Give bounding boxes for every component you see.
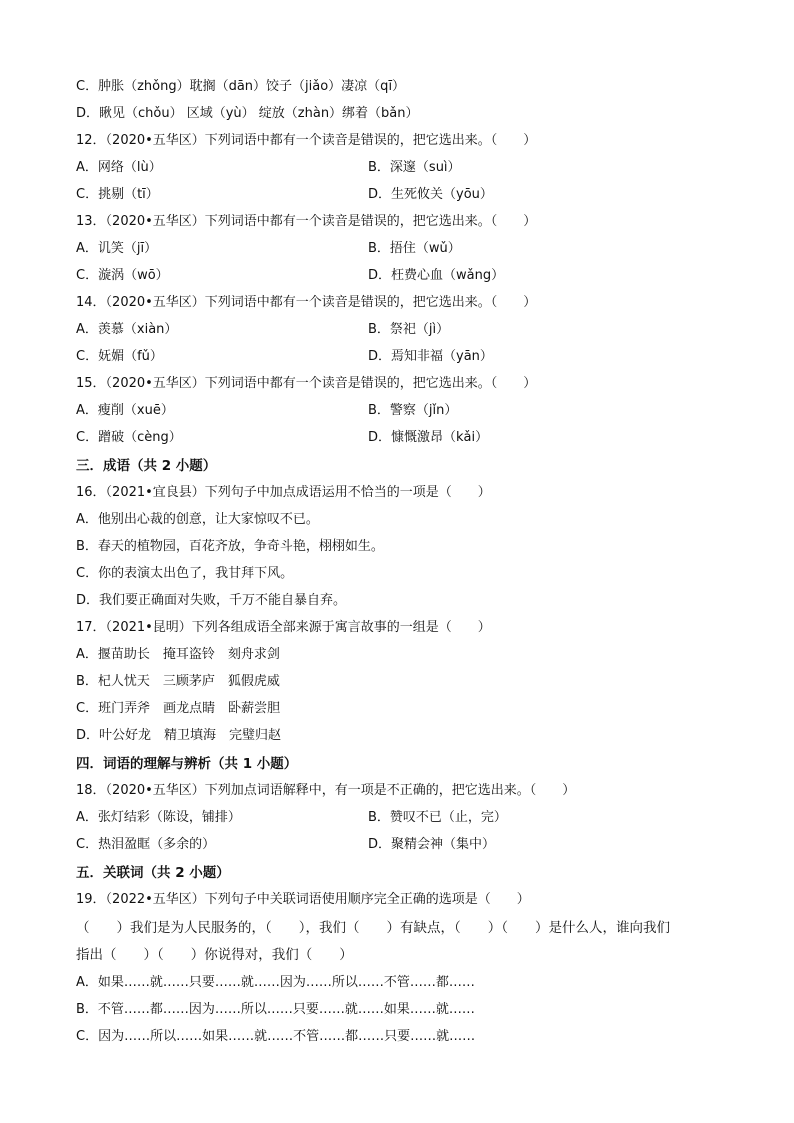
q12-option-d: D．生死攸关（yōu） [368,187,493,202]
q16-option-a: A．他别出心裁的创意，让大家惊叹不已。 [76,512,319,527]
q14-option-b: B．祭祀（jì） [368,322,450,337]
q16-option-b: B．春天的植物园，百花齐放，争奇斗艳，栩栩如生。 [76,539,384,554]
q19-option-b: B．不管……都……因为……所以……只要……就……如果……就…… [76,1002,475,1017]
q15-option-b: B．警察（jǐn） [368,403,458,418]
q19-sentence-line-1: （ ）我们是为人民服务的，（ ），我们（ ）有缺点，（ ）（ ）是什么人，谁向我们 [76,920,670,936]
q13-option-b: B．捂住（wǔ） [368,241,461,256]
q15-option-c: C．蹭破（cèng） [76,430,182,445]
q16-option-c: C．你的表演太出色了，我甘拜下风。 [76,566,294,581]
q16-stem: 16．（2021•宜良县）下列句子中加点成语运用不恰当的一项是（ ） [76,485,491,500]
q19-sentence-line-2: 指出（ ）（ ）你说得对，我们（ ） [76,947,353,963]
q19-option-c: C．因为……所以……如果……就……不管……都……只要……就…… [76,1029,476,1044]
q17-stem: 17．（2021•昆明）下列各组成语全部来源于寓言故事的一组是（ ） [76,620,491,635]
q18-option-a: A．张灯结彩（陈设，铺排） [76,810,241,825]
section-heading-word-meaning: 四．词语的理解与辨析（共 1 小题） [76,756,298,772]
q17-option-c: C．班门弄斧 画龙点睛 卧薪尝胆 [76,701,281,716]
q14-option-a: A．羡慕（xiàn） [76,322,178,337]
q13-option-c: C．漩涡（wō） [76,268,169,283]
q18-option-b: B．赞叹不已（止，完） [368,810,507,825]
q18-option-d: D．聚精会神（集中） [368,837,496,852]
section-heading-idioms: 三．成语（共 2 小题） [76,458,217,474]
q15-option-a: A．瘦削（xuē） [76,403,174,418]
q12-option-b: B．深邃（suì） [368,160,461,175]
q16-option-d: D．我们要正确面对失败，千万不能自暴自弃。 [76,593,347,608]
q13-option-a: A．讥笑（jī） [76,241,158,256]
q19-option-a: A．如果……就……只要……就……因为……所以……不管……都…… [76,975,475,990]
q17-option-d: D．叶公好龙 精卫填海 完璧归赵 [76,728,282,743]
q18-option-c: C．热泪盈眶（多余的） [76,837,216,852]
q14-option-d: D．焉知非福（yān） [368,349,493,364]
q17-option-b: B．杞人忧天 三顾茅庐 狐假虎威 [76,674,280,689]
section-heading-conjunctions: 五．关联词（共 2 小题） [76,865,230,881]
q13-option-d: D．枉费心血（wǎng） [368,268,505,283]
q14-stem: 14．（2020•五华区）下列词语中都有一个读音是错误的，把它选出来。（ ） [76,295,537,310]
q18-stem: 18．（2020•五华区）下列加点词语解释中，有一项是不正确的，把它选出来。（ ） [76,783,576,798]
q11-option-c: C．肿胀（zhǒng）耽搁（dān）饺子（jiǎo）凄凉（qī） [76,79,406,94]
q12-option-c: C．挑剔（tī） [76,187,159,202]
q14-option-c: C．妩媚（fǔ） [76,349,163,364]
q15-option-d: D．慷慨激昂（kǎi） [368,430,489,445]
q12-option-a: A．网络（lù） [76,160,162,175]
q17-option-a: A．揠苗助长 掩耳盗铃 刻舟求剑 [76,647,280,662]
q15-stem: 15．（2020•五华区）下列词语中都有一个读音是错误的，把它选出来。（ ） [76,376,537,391]
q12-stem: 12．（2020•五华区）下列词语中都有一个读音是错误的，把它选出来。（ ） [76,133,537,148]
q19-stem: 19．（2022•五华区）下列句子中关联词语使用顺序完全正确的选项是（ ） [76,892,530,907]
q13-stem: 13．（2020•五华区）下列词语中都有一个读音是错误的，把它选出来。（ ） [76,214,537,229]
q11-option-d: D．瞅见（chǒu） 区域（yù） 绽放（zhàn）绑着（bǎn） [76,106,419,121]
